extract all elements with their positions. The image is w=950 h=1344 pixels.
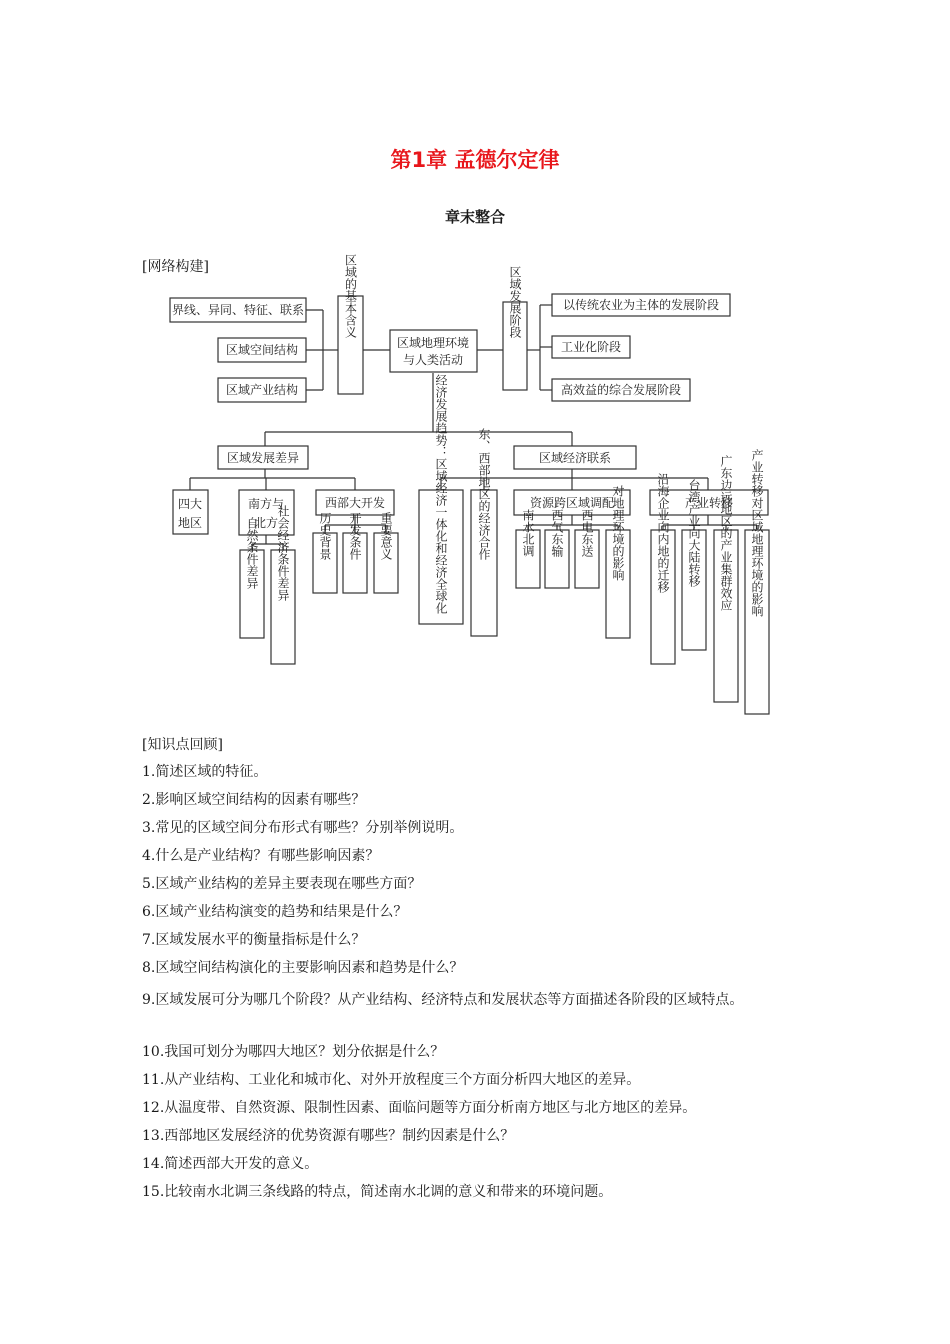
question-10: 10.我国可划分为哪四大地区？划分依据是什么？ bbox=[142, 1044, 445, 1060]
node-stage-3-label: 高效益的综合发展阶段 bbox=[560, 383, 682, 397]
node-east-west-label: 东、西部地区的经济合作 bbox=[477, 428, 491, 560]
node-industry-structure-label: 区域产业结构 bbox=[225, 383, 299, 397]
node-spatial-structure-label: 区域空间结构 bbox=[225, 343, 299, 357]
node-industry-child-1-label: 沿海企业向内地的迁移 bbox=[656, 473, 670, 593]
node-west-child-2-label: 开发条件 bbox=[348, 512, 362, 560]
node-basic-meaning-label: 区域的基本含义 bbox=[343, 254, 358, 338]
node-west-dev-label: 西部大开发 bbox=[324, 496, 386, 510]
question-11: 11.从产业结构、工业化和城市化、对外开放程度三个方面分析四大地区的差异。 bbox=[142, 1072, 641, 1088]
node-economic-link-label: 区域经济联系 bbox=[538, 451, 612, 465]
node-resource-label: 资源跨区域调配 bbox=[529, 496, 615, 510]
question-15: 15.比较南水北调三条线路的特点，简述南水北调的意义和带来的环境问题。 bbox=[142, 1184, 613, 1200]
chapter-title: 第1章 孟德尔定律 bbox=[390, 148, 560, 172]
node-social-diff-label: 社会经济条件差异 bbox=[276, 505, 290, 601]
node-industry-child-4-label: 产业转移对区域地理环境的影响 bbox=[750, 449, 764, 617]
network-heading: [网络构建] bbox=[142, 259, 209, 275]
section-subtitle: 章末整合 bbox=[444, 208, 505, 226]
question-1: 1.简述区域的特征。 bbox=[142, 764, 268, 780]
node-center-label-2: 与人类活动 bbox=[402, 353, 464, 367]
question-2: 2.影响区域空间结构的因素有哪些？ bbox=[142, 792, 366, 808]
review-heading: [知识点回顾] bbox=[142, 737, 223, 753]
question-12: 12.从温度带、自然资源、限制性因素、面临问题等方面分析南方地区与北方地区的差异。 bbox=[142, 1100, 697, 1116]
node-industry-child-3-label: 广东边远地区的产业集群效应 bbox=[719, 455, 733, 611]
node-natural-diff-label: 自然条件差异 bbox=[245, 517, 259, 589]
node-four-regions-label-1: 四大 bbox=[177, 497, 203, 511]
node-north-south-label-2: 北方 bbox=[253, 516, 279, 530]
question-5: 5.区域产业结构的差异主要表现在哪些方面？ bbox=[142, 876, 422, 892]
question-9: 9.区域发展可分为哪几个阶段？从产业结构、经济特点和发展状态等方面描述各阶段的区域特点。 bbox=[142, 992, 744, 1008]
node-resource-child-1-label: 南水北调 bbox=[521, 509, 535, 557]
node-boundary-label: 界线、异同、特征、联系 bbox=[171, 303, 305, 317]
question-13: 13.西部地区发展经济的优势资源有哪些？制约因素是什么？ bbox=[142, 1128, 515, 1144]
node-trend-label: 经济发展趋势：区域经济一体化和经济全球化 bbox=[434, 374, 448, 614]
node-center-label-1: 区域地理环境 bbox=[396, 336, 470, 350]
question-4: 4.什么是产业结构？有哪些影响因素？ bbox=[142, 848, 380, 864]
node-development-diff-label: 区域发展差异 bbox=[226, 451, 300, 465]
question-6: 6.区域产业结构演变的趋势和结果是什么？ bbox=[142, 904, 408, 920]
node-stages-label: 区域发展阶段 bbox=[508, 266, 522, 338]
question-7: 7.区域发展水平的衡量指标是什么？ bbox=[142, 932, 366, 948]
node-west-child-1-label: 历史背景 bbox=[318, 512, 332, 560]
node-north-south-label-1: 南方与 bbox=[247, 497, 285, 511]
node-resource-child-3-label: 西电东送 bbox=[580, 509, 594, 557]
node-resource-child-4-label: 对地理环境的影响 bbox=[611, 485, 625, 581]
node-west-child-3-label: 重要意义 bbox=[379, 512, 393, 560]
node-industry-child-2-label: 台湾产业向大陆转移 bbox=[687, 479, 701, 587]
node-stage-2-label: 工业化阶段 bbox=[560, 340, 622, 354]
question-8: 8.区域空间结构演化的主要影响因素和趋势是什么？ bbox=[142, 960, 464, 976]
node-stage-1-label: 以传统农业为主体的发展阶段 bbox=[562, 298, 720, 312]
question-14: 14.简述西部大开发的意义。 bbox=[142, 1156, 319, 1172]
node-four-regions-label-2: 地区 bbox=[177, 516, 203, 530]
question-3: 3.常见的区域空间分布形式有哪些？分别举例说明。 bbox=[142, 820, 464, 836]
node-resource-child-2-label: 西气东输 bbox=[550, 509, 564, 557]
node-industry-transfer-label: 产业转移 bbox=[684, 496, 734, 510]
